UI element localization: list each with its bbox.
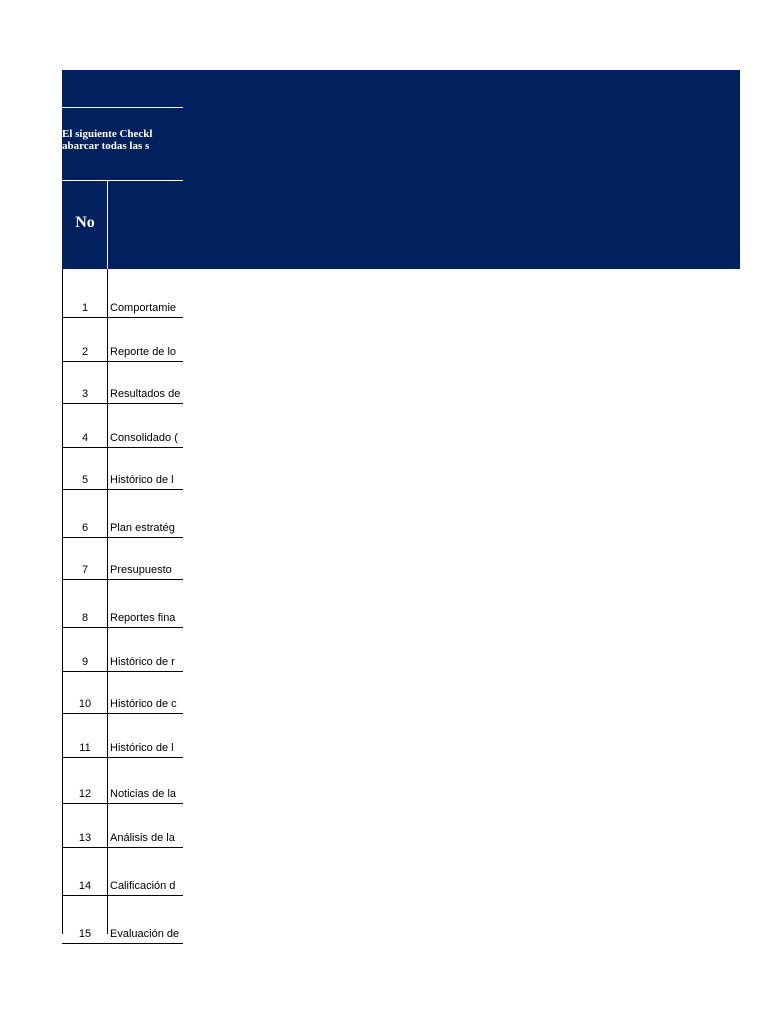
row-description: Reporte de lo (110, 346, 177, 358)
table-row (62, 538, 183, 580)
number-column-header: No (75, 214, 95, 231)
table-row (62, 362, 183, 404)
row-number: 13 (78, 832, 92, 844)
table-row (62, 804, 183, 848)
row-description: Evaluación de (110, 928, 180, 940)
table-row (62, 758, 183, 804)
checklist-intro-text (62, 128, 183, 160)
table-row (62, 490, 183, 538)
row-description: Histórico de l (110, 474, 174, 486)
table-row (62, 628, 183, 672)
row-number: 10 (78, 698, 92, 710)
row-description: Histórico de c (110, 698, 177, 710)
row-number: 7 (81, 564, 89, 576)
row-number: 1 (81, 302, 89, 314)
row-description: Resultados de (110, 388, 181, 400)
table-row (62, 318, 183, 362)
checklist-header-banner (62, 70, 740, 269)
row-description: Presupuesto (110, 564, 172, 576)
row-number: 6 (81, 522, 89, 534)
row-description: Análisis de la (110, 832, 175, 844)
row-number: 8 (81, 612, 89, 624)
intro-line-1: El siguiente Checkl (62, 128, 153, 140)
checklist-table (62, 269, 183, 944)
row-number: 9 (81, 656, 89, 668)
intro-line-2: abarcar todas las s (62, 140, 150, 152)
row-description: Histórico de r (110, 656, 175, 668)
table-row (62, 896, 183, 944)
table-row (62, 448, 183, 490)
table-row (62, 580, 183, 628)
row-description: Histórico de l (110, 742, 174, 754)
row-number: 15 (78, 928, 92, 940)
row-description: Reportes fina (110, 612, 176, 624)
header-divider-top (62, 107, 183, 108)
row-number: 11 (79, 742, 91, 754)
row-number: 14 (78, 880, 92, 892)
row-number: 3 (81, 388, 89, 400)
row-description: Plan estratég (110, 522, 175, 534)
row-number: 4 (81, 432, 89, 444)
row-number: 12 (78, 788, 92, 800)
row-description: Consolidado ( (110, 432, 178, 444)
table-row (62, 714, 183, 758)
table-row (62, 848, 183, 896)
row-number: 5 (81, 474, 89, 486)
row-description: Noticias de la (110, 788, 177, 800)
table-row (62, 672, 183, 714)
row-number: 2 (81, 346, 89, 358)
row-description: Calificación d (110, 880, 176, 892)
table-row (62, 269, 183, 318)
row-description: Comportamie (110, 302, 177, 314)
header-divider-middle (62, 180, 183, 181)
table-row (62, 404, 183, 448)
